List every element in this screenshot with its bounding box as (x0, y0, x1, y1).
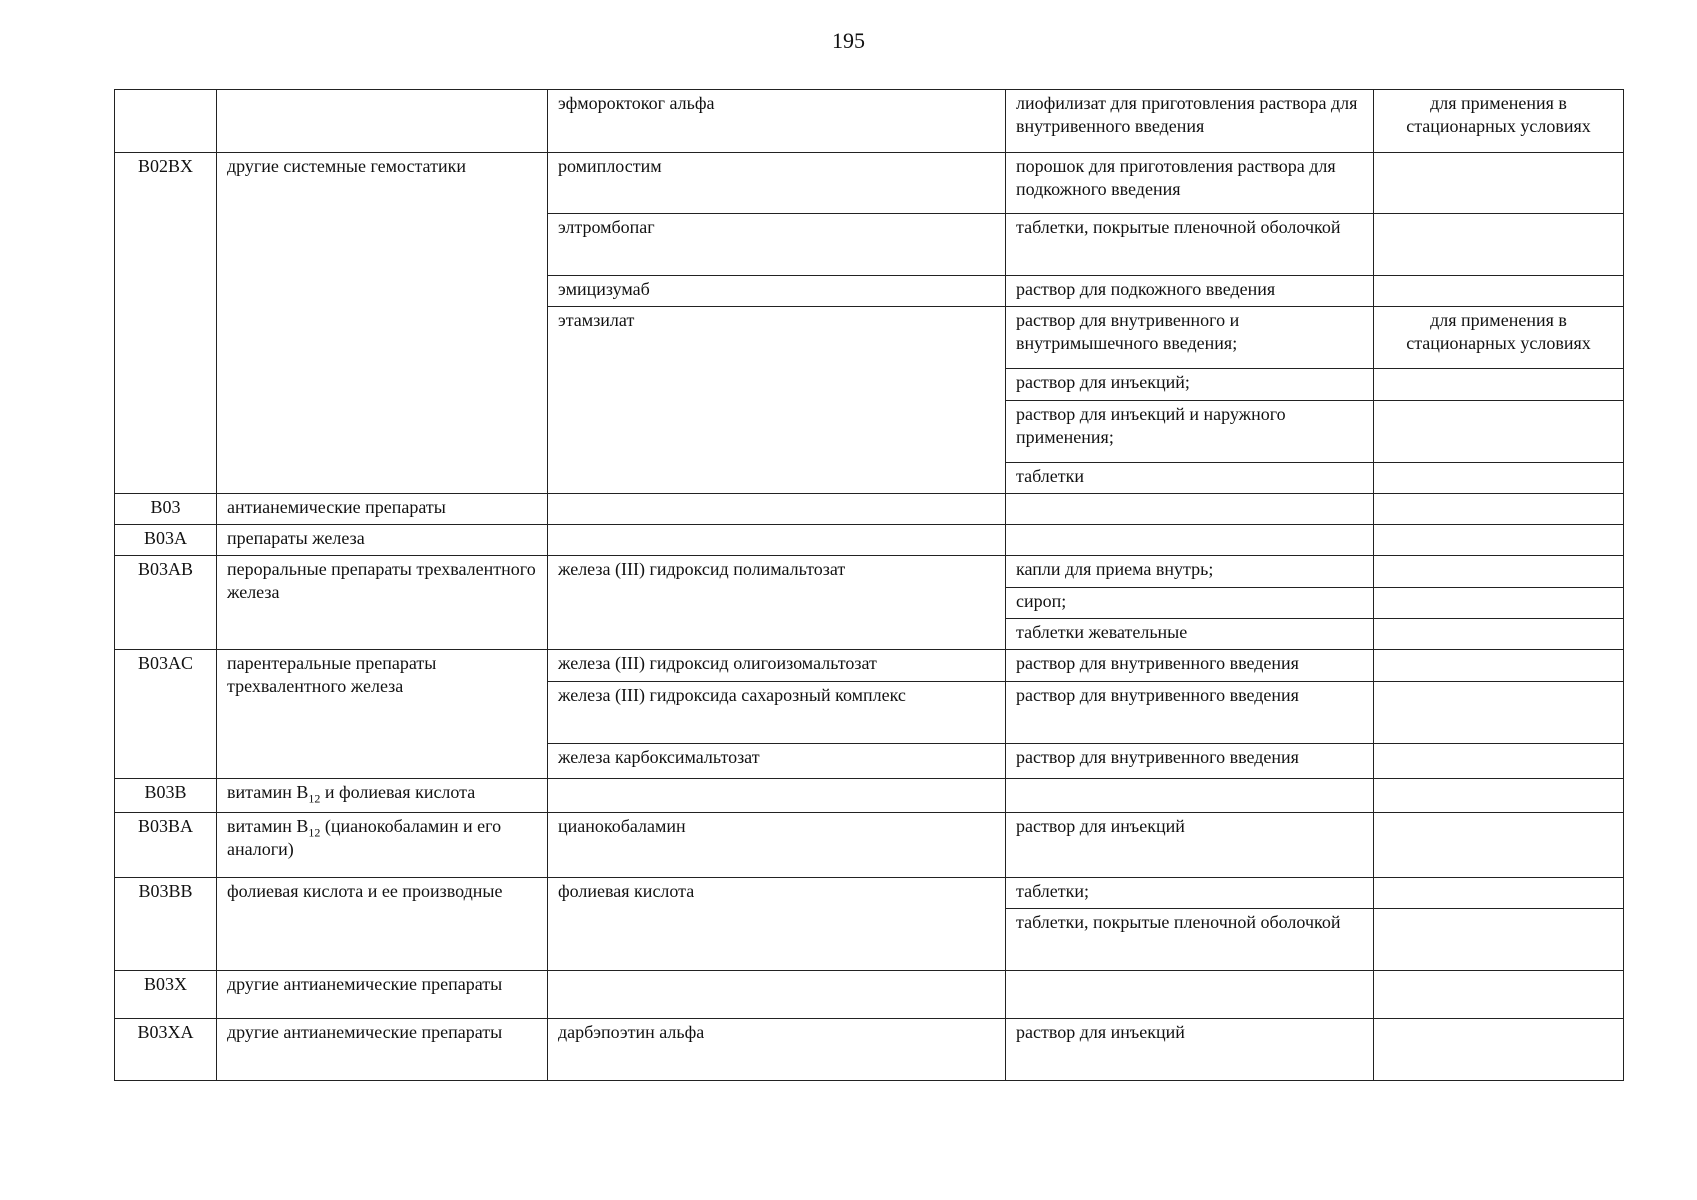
inn-cell: железа карбоксимальтозат (548, 744, 1006, 779)
dosage-form-cell: раствор для подкожного введения (1006, 276, 1374, 307)
inn-cell: ромиплостим (548, 153, 1006, 214)
table-row (115, 90, 1624, 153)
inn-cell: дарбэпоэтин альфа (548, 1019, 1006, 1081)
dosage-form-cell: раствор для инъекций; (1006, 369, 1374, 401)
note-cell: для применения в стационарных условиях (1374, 307, 1624, 369)
note-cell (1374, 369, 1624, 401)
dosage-form-cell: раствор для внутривенного введения (1006, 682, 1374, 744)
note-cell (1374, 494, 1624, 525)
note-cell (1374, 556, 1624, 588)
inn-cell: эмицизумаб (548, 276, 1006, 307)
note-cell (1374, 682, 1624, 744)
table-row (115, 153, 1624, 214)
dosage-form-cell: сироп; (1006, 588, 1374, 619)
table-row (115, 878, 1624, 909)
group-text: витамин B (227, 816, 309, 836)
inn-cell (548, 494, 1006, 525)
inn-cell (548, 779, 1006, 813)
note-cell: для применения в стационарных условиях (1374, 90, 1624, 153)
note-cell (1374, 525, 1624, 556)
subscript-text: 12 (308, 825, 321, 840)
dosage-form-cell (1006, 494, 1374, 525)
dosage-form-cell: таблетки; (1006, 878, 1374, 909)
subscript-text: 12 (308, 791, 321, 806)
drug-list-table (114, 89, 1624, 1081)
table-row (115, 650, 1624, 682)
group-text: и фолиевая кислота (320, 782, 476, 802)
table-row (115, 556, 1624, 588)
table-row (115, 525, 1624, 556)
dosage-form-cell: раствор для внутривенного введения (1006, 744, 1374, 779)
atc-group-cell (217, 90, 548, 153)
note-cell (1374, 588, 1624, 619)
inn-cell (548, 525, 1006, 556)
atc-code-cell: B02BX (115, 153, 217, 494)
atc-code-cell: B03A (115, 525, 217, 556)
note-cell (1374, 214, 1624, 276)
atc-group-cell: фолиевая кислота и ее производные (217, 878, 548, 971)
group-text: витамин B (227, 782, 309, 802)
inn-cell: цианокобаламин (548, 813, 1006, 878)
atc-code-cell: B03X (115, 971, 217, 1019)
table-row (115, 1019, 1624, 1081)
atc-group-cell: антианемические препараты (217, 494, 548, 525)
dosage-form-cell: таблетки, покрытые пленочной оболочкой (1006, 214, 1374, 276)
dosage-form-cell: раствор для инъекций и наружного применения; (1006, 401, 1374, 463)
dosage-form-cell: раствор для внутривенного и внутримышечного введения; (1006, 307, 1374, 369)
note-cell (1374, 909, 1624, 971)
dosage-form-cell: таблетки (1006, 463, 1374, 494)
dosage-form-cell: раствор для инъекций (1006, 1019, 1374, 1081)
atc-group-cell (217, 779, 548, 813)
table-row (115, 813, 1624, 878)
dosage-form-cell: таблетки жевательные (1006, 619, 1374, 650)
note-cell (1374, 619, 1624, 650)
note-cell (1374, 401, 1624, 463)
atc-group-cell: препараты железа (217, 525, 548, 556)
atc-code-cell: B03BA (115, 813, 217, 878)
dosage-form-cell: таблетки, покрытые пленочной оболочкой (1006, 909, 1374, 971)
dosage-form-cell: капли для приема внутрь; (1006, 556, 1374, 588)
page-number: 195 (832, 28, 865, 53)
inn-cell: элтромбопаг (548, 214, 1006, 276)
table-row (115, 971, 1624, 1019)
dosage-form-cell: раствор для внутривенного введения (1006, 650, 1374, 682)
atc-group-cell: парентеральные препараты трехвалентного железа (217, 650, 548, 779)
dosage-form-cell: порошок для приготовления раствора для подкожного введения (1006, 153, 1374, 214)
atc-code-cell (115, 90, 217, 153)
note-cell (1374, 779, 1624, 813)
note-cell (1374, 276, 1624, 307)
table-row (115, 779, 1624, 813)
inn-cell (548, 971, 1006, 1019)
atc-code-cell: B03BB (115, 878, 217, 971)
atc-group-cell: другие антианемические препараты (217, 971, 548, 1019)
atc-group-cell: пероральные препараты трехвалентного железа (217, 556, 548, 650)
inn-cell: этамзилат (548, 307, 1006, 494)
dosage-form-cell: лиофилизат для приготовления раствора для внутривенного введения (1006, 90, 1374, 153)
note-cell (1374, 153, 1624, 214)
note-cell (1374, 650, 1624, 682)
atc-code-cell: B03XA (115, 1019, 217, 1081)
inn-cell: фолиевая кислота (548, 878, 1006, 971)
note-cell (1374, 813, 1624, 878)
inn-cell: эфмороктоког альфа (548, 90, 1006, 153)
inn-cell: железа (III) гидроксида сахарозный комплекс (548, 682, 1006, 744)
dosage-form-cell (1006, 525, 1374, 556)
inn-cell: железа (III) гидроксид олигоизомальтозат (548, 650, 1006, 682)
note-cell (1374, 971, 1624, 1019)
table-row (115, 494, 1624, 525)
atc-group-cell (217, 813, 548, 878)
atc-group-cell: другие антианемические препараты (217, 1019, 548, 1081)
inn-cell: железа (III) гидроксид полимальтозат (548, 556, 1006, 650)
atc-code-cell: B03AC (115, 650, 217, 779)
note-cell (1374, 1019, 1624, 1081)
atc-code-cell: B03 (115, 494, 217, 525)
group-text: (цианокобаламин и его аналоги) (227, 816, 502, 859)
note-cell (1374, 463, 1624, 494)
atc-group-cell: другие системные гемостатики (217, 153, 548, 494)
atc-code-cell: B03AB (115, 556, 217, 650)
note-cell (1374, 744, 1624, 779)
dosage-form-cell (1006, 779, 1374, 813)
note-cell (1374, 878, 1624, 909)
atc-code-cell: B03B (115, 779, 217, 813)
dosage-form-cell: раствор для инъекций (1006, 813, 1374, 878)
dosage-form-cell (1006, 971, 1374, 1019)
